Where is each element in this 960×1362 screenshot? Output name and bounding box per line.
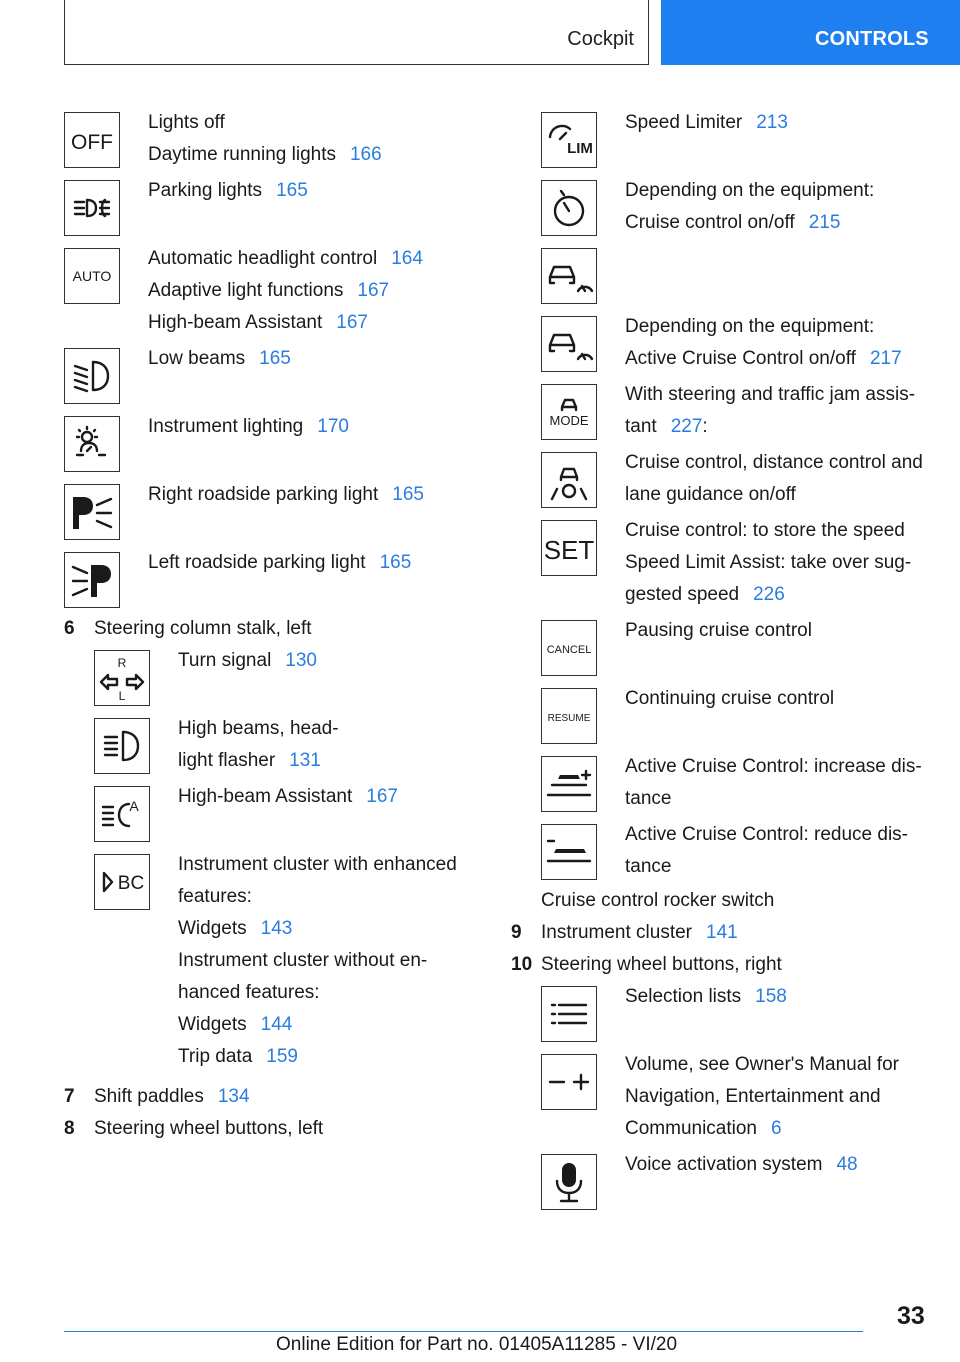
page-reference[interactable]: 165	[379, 552, 412, 573]
entry-line	[178, 852, 464, 877]
entry-line	[148, 178, 464, 203]
reduce-distance-icon	[541, 824, 597, 880]
page-reference[interactable]: 170	[317, 416, 349, 437]
svg-text:A: A	[129, 798, 139, 814]
resume-icon	[541, 688, 597, 744]
entry-description	[120, 110, 464, 174]
page-reference[interactable]: 217	[869, 348, 902, 369]
entry-description	[150, 784, 464, 816]
left-roadside-parking-icon	[64, 552, 120, 608]
entry-text: High beams, head-	[178, 718, 339, 739]
entry-line	[178, 980, 464, 1005]
svg-text:L: L	[118, 689, 126, 703]
entry-description	[597, 314, 931, 378]
entry-description	[597, 518, 931, 614]
item-6	[64, 616, 464, 641]
entry-line	[625, 382, 931, 407]
page-reference[interactable]: 48	[836, 1154, 858, 1175]
entry-line	[178, 1012, 464, 1037]
entry-description	[597, 984, 931, 1016]
page-reference[interactable]: 158	[755, 986, 787, 1007]
entry-description	[597, 178, 931, 242]
icon-entry	[94, 716, 464, 784]
svg-text:AUTO: AUTO	[72, 268, 112, 284]
entry-text: Widgets	[178, 918, 247, 939]
entry-text: Cruise control, distance control and	[625, 452, 923, 473]
turn-signal-icon	[94, 650, 150, 706]
entry-line	[625, 314, 931, 339]
svg-text:LIM: LIM	[567, 140, 593, 157]
entry-description	[120, 550, 464, 582]
entry-description	[120, 482, 464, 514]
page-reference[interactable]: 166	[349, 144, 382, 165]
entry-text: features:	[178, 886, 252, 907]
entry-description	[597, 618, 931, 650]
header-section-box	[64, 0, 649, 65]
page-reference[interactable]: 159	[266, 1046, 298, 1067]
entry-text: light flasher	[178, 750, 276, 771]
entry-text: Automatic headlight control	[148, 248, 378, 269]
mode-icon	[541, 384, 597, 440]
entry-text: Cruise control: to store the speed	[625, 520, 905, 541]
entry-line	[148, 110, 464, 135]
entry-text: Daytime running lights	[148, 144, 336, 165]
lights-off-icon	[64, 112, 120, 168]
entry-description	[150, 852, 464, 1076]
entry-description	[150, 716, 464, 780]
icon-entry	[64, 550, 464, 618]
entry-text: Communication	[625, 1118, 757, 1139]
entry-description	[597, 822, 931, 886]
entry-description	[597, 110, 931, 142]
icon-entry	[541, 110, 931, 178]
high-beam-assistant-icon	[94, 786, 150, 842]
selection-lists-icon	[541, 986, 597, 1042]
item-label: Instrument cluster	[541, 922, 692, 943]
entry-line	[625, 210, 931, 235]
page-reference[interactable]: 143	[260, 918, 293, 939]
svg-text:OFF: OFF	[71, 131, 113, 154]
entry-description	[120, 414, 464, 446]
item-9	[511, 920, 931, 945]
entry-description	[120, 246, 464, 342]
page-reference[interactable]: 164	[391, 248, 423, 269]
cruise-control-icon	[541, 180, 597, 236]
entry-text: tant	[625, 416, 657, 437]
chapter-title: CONTROLS	[815, 28, 929, 50]
page-reference[interactable]: 165	[276, 180, 308, 201]
entry-description	[150, 648, 464, 680]
footer-edition: Online Edition for Part no. 01405A11285 - VI/20	[276, 1334, 678, 1355]
entry-line	[625, 346, 931, 371]
footer-divider	[64, 1331, 863, 1332]
entry-line	[625, 618, 931, 643]
item-number: 8	[64, 1118, 75, 1139]
entry-line	[625, 786, 931, 811]
entry-line	[178, 884, 464, 909]
icon-entry	[541, 822, 931, 890]
entry-text: Volume, see Owner's Manual for	[625, 1054, 899, 1075]
entry-text: Turn signal	[178, 650, 272, 671]
svg-text:SET: SET	[544, 535, 594, 565]
entry-text: Lights off	[148, 112, 225, 133]
entry-text: Cruise control on/off	[625, 212, 795, 233]
entry-text: With steering and traffic jam assis-	[625, 384, 916, 405]
page-reference[interactable]: 144	[260, 1014, 293, 1035]
entry-line	[178, 648, 464, 673]
volume-icon	[541, 1054, 597, 1110]
page-reference[interactable]: 227	[670, 416, 703, 437]
icon-entry	[541, 314, 931, 382]
page-reference[interactable]: 165	[392, 484, 424, 505]
icon-entry	[541, 618, 931, 686]
icon-entry	[94, 852, 464, 1080]
set-icon	[541, 520, 597, 576]
entry-line	[148, 310, 464, 335]
entry-line	[625, 178, 931, 203]
page-reference[interactable]: 134	[217, 1086, 250, 1107]
entry-line	[178, 716, 464, 741]
svg-text:CANCEL: CANCEL	[546, 644, 592, 656]
entry-text: Instrument cluster with enhanced	[178, 854, 457, 875]
entry-line	[625, 550, 931, 575]
left-column	[64, 110, 464, 1141]
entry-text: tance	[625, 856, 672, 877]
entry-description	[597, 450, 931, 514]
auto-headlight-icon	[64, 248, 120, 304]
entry-line	[625, 1052, 931, 1077]
entry-text: Instrument lighting	[148, 416, 304, 437]
entry-suffix: :	[702, 416, 708, 437]
icon-entry	[541, 686, 931, 754]
entry-text: Low beams	[148, 348, 246, 369]
entry-line	[625, 984, 931, 1009]
header-chapter-tab[interactable]	[661, 0, 960, 65]
icon-entry	[64, 246, 464, 346]
entry-line	[625, 1152, 931, 1177]
item-number: 6	[64, 618, 75, 639]
item-number: 9	[511, 922, 522, 943]
entry-line	[625, 822, 931, 847]
entry-description	[597, 1152, 931, 1184]
item-10	[511, 952, 931, 977]
svg-text:R: R	[117, 656, 127, 670]
icon-entry	[541, 984, 931, 1052]
entry-text: Speed Limit Assist: take over sug-	[625, 552, 912, 573]
entry-line	[625, 1116, 931, 1141]
entry-line	[625, 854, 931, 879]
icon-entry	[64, 110, 464, 178]
entry-text: Active Cruise Control: reduce dis-	[625, 824, 908, 845]
wheel-right-icon-list	[541, 984, 931, 1220]
page-reference[interactable]: 215	[808, 212, 841, 233]
lane-guidance-icon	[541, 452, 597, 508]
item-number: 7	[64, 1086, 75, 1107]
icon-entry	[541, 450, 931, 518]
entry-text: lane guidance on/off	[625, 484, 796, 505]
entry-text: Active Cruise Control on/off	[625, 348, 856, 369]
item-label: Steering wheel buttons, right	[541, 954, 782, 975]
high-beams-icon	[94, 718, 150, 774]
icon-entry	[541, 246, 931, 314]
item-label: Steering wheel buttons, left	[94, 1118, 324, 1139]
page-number: 33	[897, 1302, 925, 1330]
speed-limiter-icon	[541, 112, 597, 168]
entry-text: Depending on the equipment:	[625, 180, 875, 201]
entry-text: tance	[625, 788, 672, 809]
page-reference[interactable]: 167	[336, 312, 368, 333]
entry-text: hanced features:	[178, 982, 320, 1003]
icon-entry	[541, 1152, 931, 1220]
svg-text:RESUME: RESUME	[547, 713, 591, 724]
active-cruise-icon	[541, 248, 597, 304]
entry-description	[597, 686, 931, 718]
low-beams-icon	[64, 348, 120, 404]
page-reference[interactable]: 213	[756, 112, 788, 133]
page-reference[interactable]: 141	[706, 922, 738, 943]
entry-text: Right roadside parking light	[148, 484, 379, 505]
entry-text: Adaptive light functions	[148, 280, 344, 301]
entry-description	[597, 382, 931, 446]
page-reference[interactable]: 226	[753, 584, 785, 605]
entry-line	[148, 142, 464, 167]
rocker-caption: Cruise control rocker switch	[541, 890, 775, 911]
page-reference[interactable]: 167	[357, 280, 390, 301]
item-number: 10	[511, 954, 533, 975]
svg-text:MODE: MODE	[549, 413, 589, 428]
entry-text: High-beam Assistant	[178, 786, 353, 807]
entry-text: Trip data	[178, 1046, 253, 1067]
entry-text: High-beam Assistant	[148, 312, 323, 333]
entry-line	[625, 518, 931, 543]
entry-text: Widgets	[178, 1014, 247, 1035]
right-column	[511, 110, 931, 1220]
entry-line	[625, 110, 931, 135]
stalk-icon-list	[94, 648, 464, 1080]
entry-line	[625, 450, 931, 475]
item-8	[64, 1116, 464, 1141]
parking-lights-icon	[64, 180, 120, 236]
microphone-icon	[541, 1154, 597, 1210]
entry-line	[148, 278, 464, 303]
entry-line	[625, 582, 931, 607]
entry-text: Parking lights	[148, 180, 263, 201]
icon-entry	[94, 648, 464, 716]
cancel-icon	[541, 620, 597, 676]
entry-line	[625, 414, 931, 439]
svg-text:BC: BC	[117, 873, 145, 894]
entry-text: Speed Limiter	[625, 112, 743, 133]
entry-text: gested speed	[625, 584, 740, 605]
increase-distance-icon	[541, 756, 597, 812]
entry-text: Depending on the equipment:	[625, 316, 875, 337]
entry-description	[120, 178, 464, 210]
icon-entry	[541, 1052, 931, 1152]
entry-line	[148, 346, 464, 371]
entry-line	[148, 414, 464, 439]
entry-text: Continuing cruise control	[625, 688, 835, 709]
entry-text: Instrument cluster without en-	[178, 950, 428, 971]
right-roadside-parking-icon	[64, 484, 120, 540]
page-reference[interactable]: 167	[366, 786, 398, 807]
entry-line	[178, 916, 464, 941]
page-reference[interactable]: 6	[771, 1118, 782, 1139]
entry-line	[625, 1084, 931, 1109]
icon-entry	[64, 482, 464, 550]
entry-text: Pausing cruise control	[625, 620, 812, 641]
entry-line	[178, 1044, 464, 1069]
icon-entry	[64, 414, 464, 482]
entry-line	[625, 686, 931, 711]
instrument-lighting-icon	[64, 416, 120, 472]
item-label: Steering column stalk, left	[94, 618, 312, 639]
entry-text: Voice activation system	[625, 1154, 823, 1175]
icon-entry	[541, 754, 931, 822]
entry-line	[148, 482, 464, 507]
entry-line	[148, 246, 464, 271]
entry-line	[625, 482, 931, 507]
entry-description	[597, 754, 931, 818]
icon-entry	[64, 178, 464, 246]
item-label: Shift paddles	[94, 1086, 204, 1107]
icon-entry	[541, 178, 931, 246]
item-7	[64, 1084, 464, 1109]
entry-text: Active Cruise Control: increase dis-	[625, 756, 922, 777]
section-title: Cockpit	[567, 28, 634, 50]
entry-line	[178, 748, 464, 773]
entry-line	[625, 754, 931, 779]
entry-text: Left roadside parking light	[148, 552, 366, 573]
page-reference[interactable]: 130	[285, 650, 317, 671]
page-reference[interactable]: 131	[289, 750, 321, 771]
entry-description	[597, 1052, 931, 1148]
right-icon-list	[541, 110, 931, 890]
entry-text: Navigation, Entertainment and	[625, 1086, 881, 1107]
entry-line	[178, 948, 464, 973]
bc-icon	[94, 854, 150, 910]
entry-line	[178, 784, 464, 809]
entry-description	[120, 346, 464, 378]
entry-line	[148, 550, 464, 575]
icon-entry	[64, 346, 464, 414]
active-cruise-icon-2	[541, 316, 597, 372]
left-icon-list	[64, 110, 464, 618]
icon-entry	[541, 518, 931, 618]
icon-entry	[94, 784, 464, 852]
page-reference[interactable]: 165	[259, 348, 291, 369]
entry-text: Selection lists	[625, 986, 742, 1007]
icon-entry	[541, 382, 931, 450]
